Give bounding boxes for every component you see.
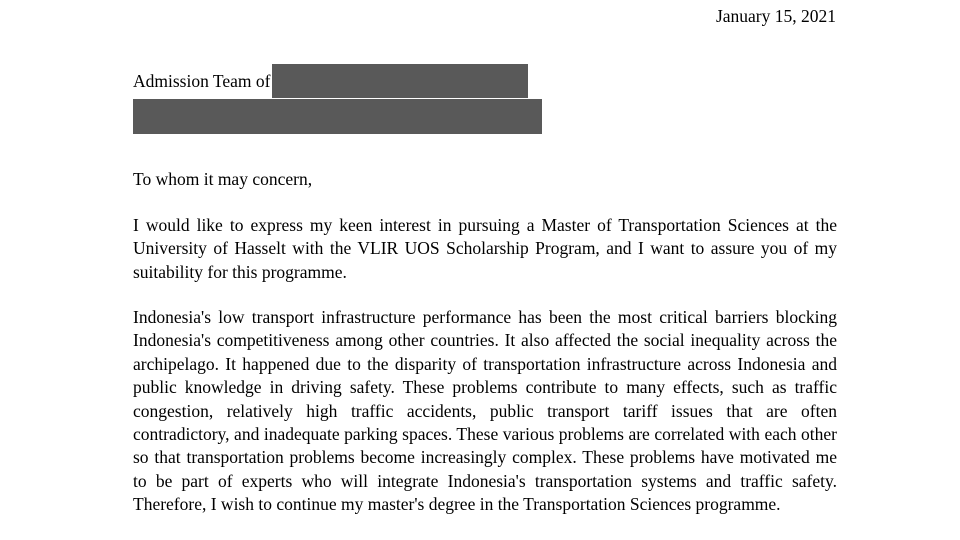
letter-date: January 15, 2021: [715, 6, 836, 26]
addressee-block: [133, 64, 553, 134]
body-paragraph-2: Indonesia's low transport infrastructure performance has been the most critical barriers blocking Indonesia's competitiveness among other countries. It also affected the social inequality across the archipelago. It happened due to the disparity of transportation infrastructure across Indonesia and public knowledge in driving safety. These problems contribute to many effects, such as traffic congestion, relatively high traffic accidents, public transport tariff issues that are often contradictory, and inadequate parking spaces. These various problems are correlated with each other so that transportation problems become increasingly complex. These problems have motivated me to be part of experts who will integrate Indonesia's transportation systems and traffic safety. Therefore, I wish to continue my master's degree in the Transportation Sciences programme.: [133, 307, 837, 515]
redacted-address-line: [133, 99, 542, 134]
body-paragraph-1: I would like to express my keen interest in pursuing a Master of Transportation Sciences at the University of Hasselt with the VLIR UOS Scholarship Program, and I want to assure you of my suitability for this programme.: [133, 215, 837, 282]
addressee-line: [133, 64, 553, 98]
addressee-label: Admission Team of: [133, 71, 271, 91]
salutation: To whom it may concern,: [133, 169, 313, 189]
redacted-institution-name: [272, 64, 528, 98]
